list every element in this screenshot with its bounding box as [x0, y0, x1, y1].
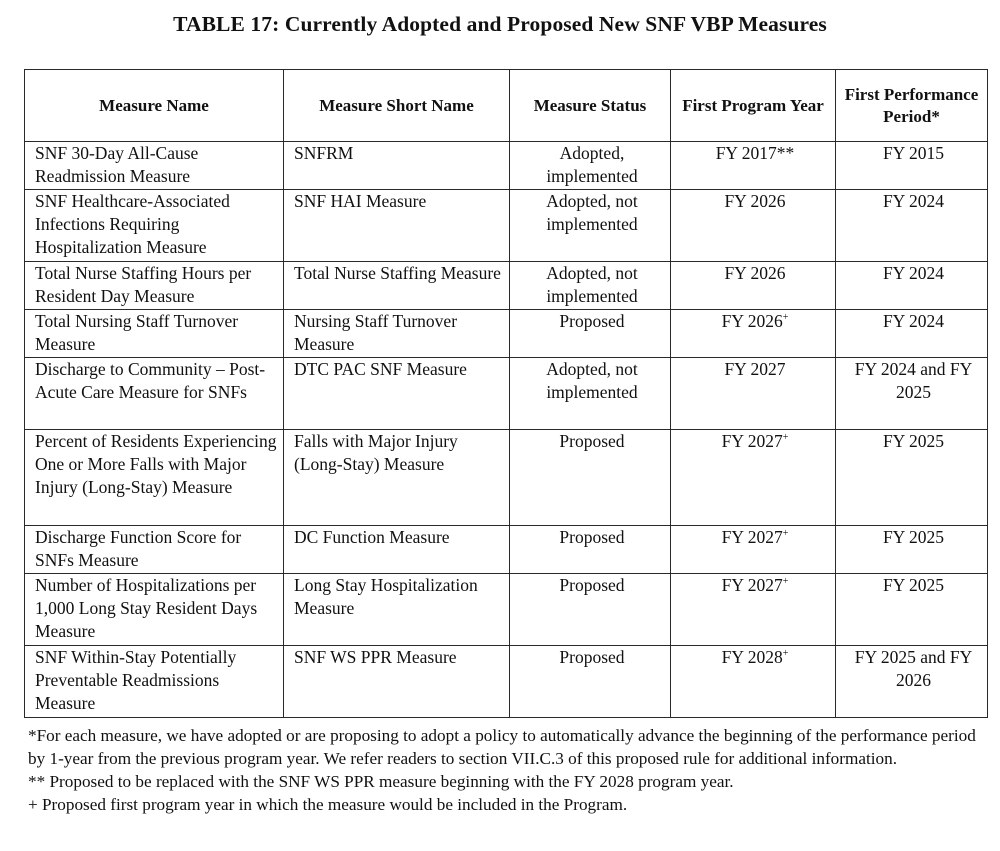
- table-row: [25, 646, 988, 718]
- table-row: [25, 310, 988, 358]
- first-program-year: [671, 358, 836, 430]
- table-row: [25, 430, 988, 526]
- first-performance-period: FY 2015: [836, 142, 988, 190]
- column-header: First Program Year: [671, 70, 836, 142]
- measure-name: Number of Hospitalizations per 1,000 Long Stay Resident Days Measure: [25, 574, 284, 646]
- first-program-year: [671, 526, 836, 574]
- year-mark: +: [782, 432, 789, 444]
- measure-short-name: SNF WS PPR Measure: [284, 646, 510, 718]
- year-mark: +: [782, 528, 789, 540]
- year-value: FY 2017**: [715, 143, 795, 163]
- year-value: FY 2027: [721, 575, 783, 595]
- measure-name: SNF Within-Stay Potentially Preventable Readmissions Measure: [25, 646, 284, 718]
- measure-status: Adopted, implemented: [510, 142, 671, 190]
- measure-short-name: Long Stay Hospitalization Measure: [284, 574, 510, 646]
- table-row: [25, 262, 988, 310]
- column-header: Measure Name: [25, 70, 284, 142]
- first-performance-period: FY 2024: [836, 190, 988, 262]
- year-value: FY 2027: [721, 527, 783, 547]
- measure-status: Proposed: [510, 310, 671, 358]
- first-program-year: [671, 190, 836, 262]
- table-row: [25, 574, 988, 646]
- header-row: [25, 70, 988, 142]
- measure-name: Total Nurse Staffing Hours per Resident Day Measure: [25, 262, 284, 310]
- measure-short-name: SNFRM: [284, 142, 510, 190]
- year-value: FY 2026: [724, 191, 786, 211]
- first-performance-period: FY 2024 and FY 2025: [836, 358, 988, 430]
- first-program-year: [671, 430, 836, 526]
- footnote: *For each measure, we have adopted or are proposing to adopt a policy to automatically advance the beginning of the performance period by 1-year from the previous program year. We refer readers to section VII.C.3 of this proposed rule for additional information.: [28, 726, 976, 768]
- first-program-year: [671, 310, 836, 358]
- year-value: FY 2026: [724, 263, 786, 283]
- measure-short-name: SNF HAI Measure: [284, 190, 510, 262]
- column-header: First Performance Period*: [836, 70, 988, 142]
- footnote: ** Proposed to be replaced with the SNF WS PPR measure beginning with the FY 2028 program year.: [28, 772, 734, 791]
- column-header: Measure Status: [510, 70, 671, 142]
- table-row: [25, 190, 988, 262]
- column-header: Measure Short Name: [284, 70, 510, 142]
- measure-status: Adopted, not implemented: [510, 358, 671, 430]
- measure-name: Discharge Function Score for SNFs Measure: [25, 526, 284, 574]
- measure-short-name: DTC PAC SNF Measure: [284, 358, 510, 430]
- measure-name: Discharge to Community – Post-Acute Care Measure for SNFs: [25, 358, 284, 430]
- measure-name: Percent of Residents Experiencing One or More Falls with Major Injury (Long-Stay) Measure: [25, 430, 284, 526]
- first-performance-period: FY 2024: [836, 262, 988, 310]
- first-program-year: [671, 262, 836, 310]
- measure-status: Proposed: [510, 526, 671, 574]
- measure-status: Adopted, not implemented: [510, 262, 671, 310]
- first-program-year: [671, 574, 836, 646]
- measure-name: SNF 30-Day All-Cause Readmission Measure: [25, 142, 284, 190]
- first-performance-period: FY 2024: [836, 310, 988, 358]
- table-row: [25, 358, 988, 430]
- first-performance-period: FY 2025 and FY 2026: [836, 646, 988, 718]
- year-value: FY 2027: [724, 359, 786, 379]
- table-row: [25, 526, 988, 574]
- measure-status: Adopted, not implemented: [510, 190, 671, 262]
- first-performance-period: FY 2025: [836, 430, 988, 526]
- measure-status: Proposed: [510, 430, 671, 526]
- first-performance-period: FY 2025: [836, 574, 988, 646]
- measure-name: Total Nursing Staff Turnover Measure: [25, 310, 284, 358]
- footnote: + Proposed first program year in which the measure would be included in the Program.: [28, 795, 628, 814]
- first-program-year: [671, 646, 836, 718]
- measure-name: SNF Healthcare-Associated Infections Requiring Hospitalization Measure: [25, 190, 284, 262]
- table-title: TABLE 17: Currently Adopted and Proposed New SNF VBP Measures: [173, 12, 827, 36]
- measure-status: Proposed: [510, 574, 671, 646]
- table-row: [25, 142, 988, 190]
- year-mark: +: [782, 312, 789, 324]
- year-mark: +: [782, 648, 789, 660]
- year-value: FY 2028: [721, 647, 783, 667]
- measure-short-name: DC Function Measure: [284, 526, 510, 574]
- measure-short-name: Falls with Major Injury (Long-Stay) Measure: [284, 430, 510, 526]
- footnotes: [28, 724, 988, 816]
- measure-status: Proposed: [510, 646, 671, 718]
- measure-short-name: Total Nurse Staffing Measure: [284, 262, 510, 310]
- first-performance-period: FY 2025: [836, 526, 988, 574]
- year-value: FY 2027: [721, 431, 783, 451]
- first-program-year: [671, 142, 836, 190]
- year-value: FY 2026: [721, 311, 783, 331]
- measures-table: [24, 69, 988, 718]
- measure-short-name: Nursing Staff Turnover Measure: [284, 310, 510, 358]
- year-mark: +: [782, 576, 789, 588]
